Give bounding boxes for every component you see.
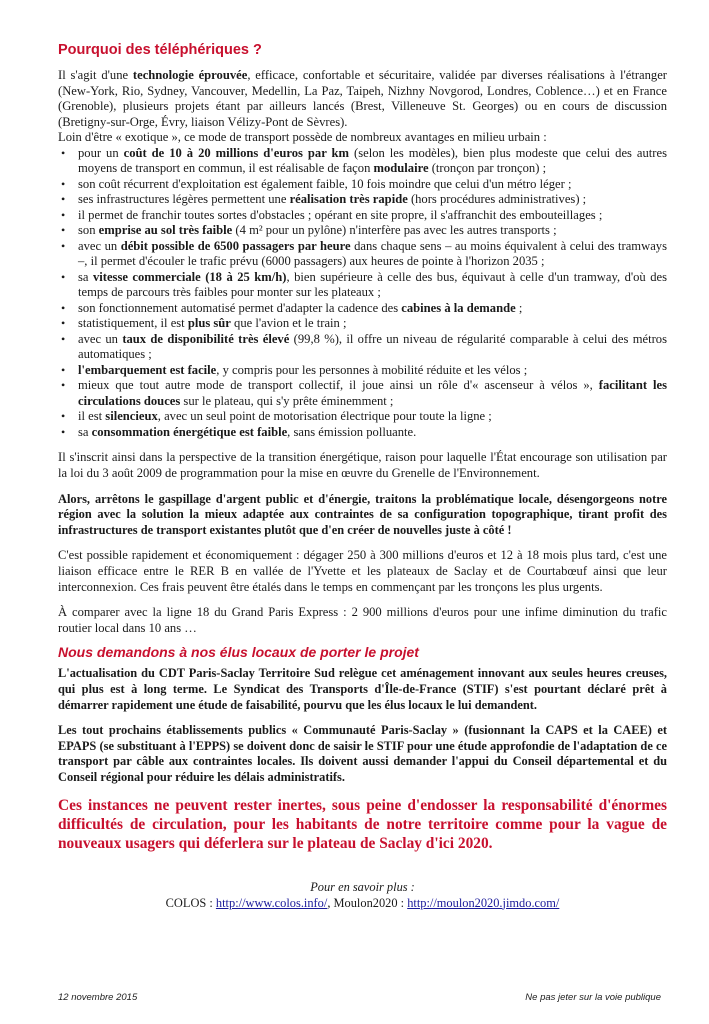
advantage-text: (99,8 %), il offre un niveau de régularité comparable à celui des métros automatiques ; [78, 331, 667, 362]
advantage-text: avec un [78, 238, 121, 253]
advantage-text: mieux que tout autre mode de transport collectif, il joue ainsi un rôle d'« ascenseur à vélos », [78, 378, 599, 393]
advantage-text: son coût récurrent d'exploitation est également faible, 10 fois moindre que celui d'un métro léger ; [78, 176, 572, 191]
advantage-text: il est [78, 409, 106, 424]
moulon-prefix: , Moulon2020 : [327, 895, 408, 910]
more-info-links [58, 895, 667, 911]
advantage-bold-text: vitesse commerciale (18 à 25 km/h) [92, 269, 287, 284]
advantage-item [58, 316, 667, 332]
cost-paragraph: C'est possible rapidement et économiquement : dégager 250 à 300 millions d'euros et 12 à 18 mois plus tard, c'est une liaison efficace entre le RER B en vallée de l'Yvette et les plateaux de Saclay et de Courtabœuf ainsi que leur interconnexion. Ces frais peuvent être étalés dans le temps en commençant par les tronçons les plus urgents. [58, 548, 667, 594]
advantage-item [58, 363, 667, 379]
advantage-text: , y compris pour les personnes à mobilité réduite et les vélos ; [216, 362, 528, 377]
advantage-item [58, 146, 667, 177]
section-title-demandes: Nous demandons à nos élus locaux de porter le projet [58, 644, 419, 661]
advantage-text: pour un [78, 145, 124, 160]
footer-date: 12 novembre 2015 [58, 992, 138, 1003]
advantage-item [58, 301, 667, 317]
intro-paragraph [58, 68, 667, 130]
advantage-bold-text: cabines à la demande [401, 300, 516, 315]
advantage-item [58, 223, 667, 239]
advantage-text: il permet de franchir toutes sortes d'obstacles ; opérant en site propre, il s'affranchit des embouteillages ; [78, 207, 603, 222]
etablissements-paragraph: Les tout prochains établissements publics « Communauté Paris-Saclay » (fusionnant la CAPS et la CAEE) et EPAPS (se substituant à l'EPPS) se doivent donc de saisir le STIF pour une étude approfondie de l'adaptation de ce transport par câble aux contraintes locales. Ils doivent aussi demander l'appui du Conseil départemental et du Conseil régional pour réduire les délais administratifs. [58, 723, 667, 784]
advantage-text: , avec un seul point de motorisation électrique pour toute la ligne ; [157, 409, 492, 424]
advantage-text: ses infrastructures légères permettent une [78, 192, 290, 207]
lead-paragraph: Loin d'être « exotique », ce mode de transport possède de nombreux avantages en milieu urbain : [58, 130, 547, 145]
advantage-item [58, 332, 667, 363]
advantage-bold-text: modulaire [373, 161, 429, 176]
advantage-text: que l'avion et le train ; [230, 316, 347, 331]
more-info-label: Pour en savoir plus : [310, 879, 415, 894]
advantage-text: , bien supérieure à celle des bus, équivaut à celle d'un tramway, d'où des temps de parcours très faibles pour monter sur les plateaux ; [78, 269, 667, 300]
call-to-action-paragraph: Alors, arrêtons le gaspillage d'argent public et d'énergie, traitons la problématique locale, désengorgeons notre région avec la solution la mieux adaptée aux contraintes de sa configuration topographique, tirant profit des infrastructures de transport existantes plutôt que d'en créer de nouvelles juste à côté ! [58, 491, 667, 537]
advantage-bold-text: l'embarquement est facile [78, 362, 217, 377]
advantage-text: sa [78, 269, 93, 284]
section-title-telepheriques: Pourquoi des téléphériques ? [58, 42, 262, 58]
advantage-bold-text: silencieux [105, 409, 158, 424]
advantage-text: , sans émission polluante. [287, 424, 417, 439]
colos-link[interactable]: http://www.colos.info/ [215, 895, 328, 910]
advantage-text: ; [515, 300, 523, 315]
compare-paragraph: À comparer avec la ligne 18 du Grand Paris Express : 2 900 millions d'euros pour une infime diminution du trafic routier local dans 10 ans … [58, 605, 667, 635]
document-page [58, 42, 667, 911]
advantage-text: (selon les modèles), bien plus modeste que celui des autres moyens de transport en commun, il est réalisable de façon [78, 145, 667, 176]
advantage-text: dans chaque sens – au moins équivalent à celui des tramways –, il permet d'écouler le trafic prévu (6000 passagers) aux heures de pointe à l'horizon 2035 ; [78, 238, 667, 269]
advantage-bold-text: débit possible de 6500 passagers par heure [120, 238, 351, 253]
warning-paragraph: Ces instances ne peuvent rester inertes, sous peine d'endosser la responsabilité d'énormes difficultés de circulation, pour les habitants de notre territoire comme pour la vague de nouveaux usagers qui déferlera sur le plateau de Saclay d'ici 2020. [58, 796, 667, 852]
advantage-text: statistiquement, il est [78, 316, 188, 331]
advantage-text: (tronçon par tronçon) ; [428, 161, 547, 176]
footer-note: Ne pas jeter sur la voie publique [525, 992, 661, 1003]
advantage-item [58, 409, 667, 425]
advantage-bold-text: coût de 10 à 20 millions d'euros par km [123, 145, 350, 160]
transition-paragraph: Il s'inscrit ainsi dans la perspective de la transition énergétique, raison pour laquelle l'État encourage son utilisation par la loi du 3 août 2009 de programmation pour la mise en œuvre du Grenelle de l'Environnement. [58, 450, 667, 481]
advantage-text: son fonctionnement automatisé permet d'adapter la cadence des [78, 300, 402, 315]
advantage-text: sur le plateau, qui s'y prête éminemment ; [180, 393, 394, 408]
cdt-paragraph: L'actualisation du CDT Paris-Saclay Territoire Sud relègue cet aménagement innovant aux seules heures creuses, qui plus est à long terme. Le Syndicat des Transports d'Île-de-France (STIF) s'est pourtant déclaré prêt à démarrer rapidement une étude de faisabilité, pourvu que les élus locaux le lui demandent. [58, 666, 667, 712]
moulon-link[interactable]: http://moulon2020.jimdo.com/ [407, 895, 560, 910]
advantage-bold-text: consommation énergétique est faible [91, 424, 288, 439]
advantage-item [58, 208, 667, 224]
advantage-item [58, 177, 667, 193]
advantage-bold-text: réalisation très rapide [289, 192, 408, 207]
advantage-item [58, 239, 667, 270]
intro-text: Il s'agit d'une [58, 68, 133, 82]
intro-text-rest: , efficace, confortable et sécuritaire, validée par diverses réalisations à l'étranger (New-York, Rio, Sydney, Vancouver, Medellin, La Paz, Taipeh, Nizhny Novgorod, Londres, Coblence…) et en France (Grenoble), plusieurs projets étant par ailleurs lancés (Brest, Villeneuve St. Georges) ou en cours de discussion (Bretigny-sur-Orge, Évry, liaison Vélizy-Pont de Sèvres). [58, 68, 667, 129]
intro-bold: technologie éprouvée [132, 68, 248, 82]
advantage-text: son [78, 223, 99, 238]
advantage-text: (hors procédures administratives) ; [407, 192, 587, 207]
advantage-bold-text: plus sûr [187, 316, 231, 331]
advantage-text: (4 m² pour un pylône) n'interfère pas avec les autres transports ; [232, 223, 557, 238]
advantage-item [58, 270, 667, 301]
advantage-item [58, 378, 667, 409]
advantage-text: avec un [78, 331, 123, 346]
advantage-item [58, 425, 667, 441]
advantage-bold-text: taux de disponibilité très élevé [122, 331, 290, 346]
advantages-list [58, 146, 667, 441]
more-info [58, 879, 667, 911]
advantage-bold-text: emprise au sol très faible [98, 223, 233, 238]
colos-prefix: COLOS : [165, 895, 216, 910]
advantage-bold-text: facilitant les circulations douces [78, 378, 667, 408]
advantage-item [58, 192, 667, 208]
advantage-text: sa [78, 424, 92, 439]
